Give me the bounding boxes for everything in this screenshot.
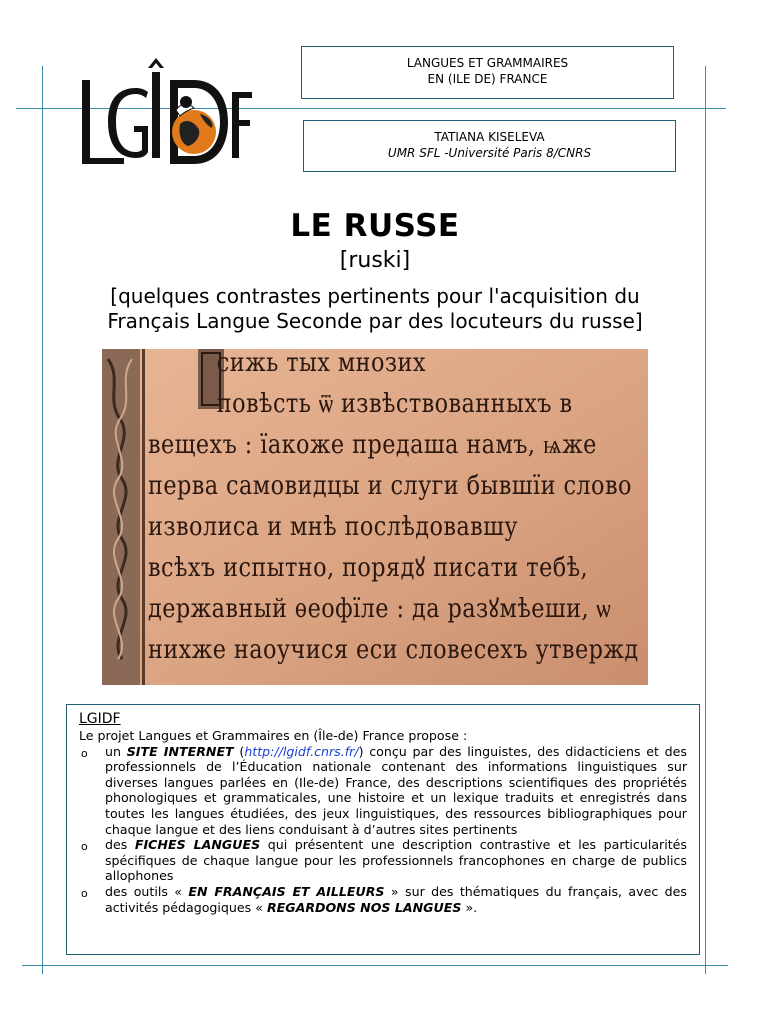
manuscript-line: изволиса и мнѣ послѣдовавшу xyxy=(148,512,518,542)
manuscript-line: всѣхъ испытно, порядꙋ писати тебѣ, xyxy=(148,553,589,583)
manuscript-line: вещехъ : їакоже предаша намъ, ѩже xyxy=(148,430,597,460)
lgidf-logo-icon xyxy=(76,52,254,172)
author-box xyxy=(303,120,676,172)
project-title-line1: LANGUES ET GRAMMAIRES xyxy=(406,56,569,70)
list-item xyxy=(79,837,687,884)
list-item xyxy=(79,884,687,915)
bullet-icon: o xyxy=(81,840,88,854)
author-name: TATIANA KISELEVA xyxy=(434,130,545,144)
item-text: » sur des thématiques du français, avec des activités pédagogiques « xyxy=(105,883,687,915)
page-subtitle xyxy=(0,284,750,334)
manuscript-line: нихже наоучися еси словесехъ утвержд xyxy=(148,635,639,665)
item-text: un xyxy=(105,743,121,759)
frame-bottom-line xyxy=(22,965,728,966)
author-affiliation: UMR SFL -Université Paris 8/CNRS xyxy=(387,146,592,160)
item-highlight: REGARDONS NOS LANGUES xyxy=(266,899,462,915)
bullet-icon: o xyxy=(81,886,88,900)
bullet-icon: o xyxy=(81,746,88,760)
frame-left-line xyxy=(42,66,43,974)
manuscript-line: повѣсть ѿ извѣствованныхъ в xyxy=(216,389,573,419)
manuscript-line: сижь тых мнозих xyxy=(216,349,426,378)
manuscript-line: перва самовидцы и слуги бывшїи слово xyxy=(148,471,632,501)
lgidf-logo xyxy=(76,52,254,172)
manuscript-line: державный ѳеофїле : да разꙋмѣеши, ѡ xyxy=(148,594,612,624)
info-list xyxy=(79,744,687,916)
item-text: ( xyxy=(239,743,245,759)
lgidf-info-box xyxy=(66,704,700,955)
frame-right-line xyxy=(705,66,706,974)
item-text: des outils « xyxy=(105,883,182,899)
project-title-line2: EN (ILE DE) FRANCE xyxy=(427,72,548,86)
subtitle-line1: [quelques contrastes pertinents pour l'acquisition du xyxy=(110,284,640,308)
item-highlight: EN FRANÇAIS ET AILLEURS xyxy=(188,883,385,899)
manuscript-photo xyxy=(102,349,648,685)
lgidf-website-link[interactable]: http://lgidf.cnrs.fr/ xyxy=(244,743,359,759)
language-transcription: [ruski] xyxy=(339,248,411,273)
info-intro: Le projet Langues et Grammaires en (Île-de) France propose : xyxy=(79,728,468,743)
subtitle-line2: Français Langue Seconde par des locuteurs du russe] xyxy=(107,309,643,333)
item-text: qui présentent une description contrastive et les particularités spécifiques de chaque langue pour les professionnels francophones en charge de publics allophones xyxy=(105,837,687,884)
list-item xyxy=(79,744,687,838)
item-text: des xyxy=(105,837,128,853)
item-text: ». xyxy=(465,899,478,915)
item-highlight: FICHES LANGUES xyxy=(134,837,261,853)
manuscript-text xyxy=(148,349,639,671)
item-highlight: SITE INTERNET xyxy=(126,743,234,759)
info-heading: LGIDF xyxy=(79,711,121,727)
project-title-box xyxy=(301,46,674,99)
page-title: LE RUSSE xyxy=(290,208,460,244)
item-text: ) conçu par des linguistes, des didacticiens et des professionnels de l’Éducation nationale contenant des informations linguistiques sur diverses langues parlées en (Ile-de) France, des descriptions scientifiques des propriétés phonologiques et grammaticales, une histoire et un lexique traduits et enregistrés dans toutes les langues étudiées, des jeux linguistiques, des ressources bibliographiques pour chaque langue et des liens conduisant à d’autres sites pertinents xyxy=(105,743,687,837)
